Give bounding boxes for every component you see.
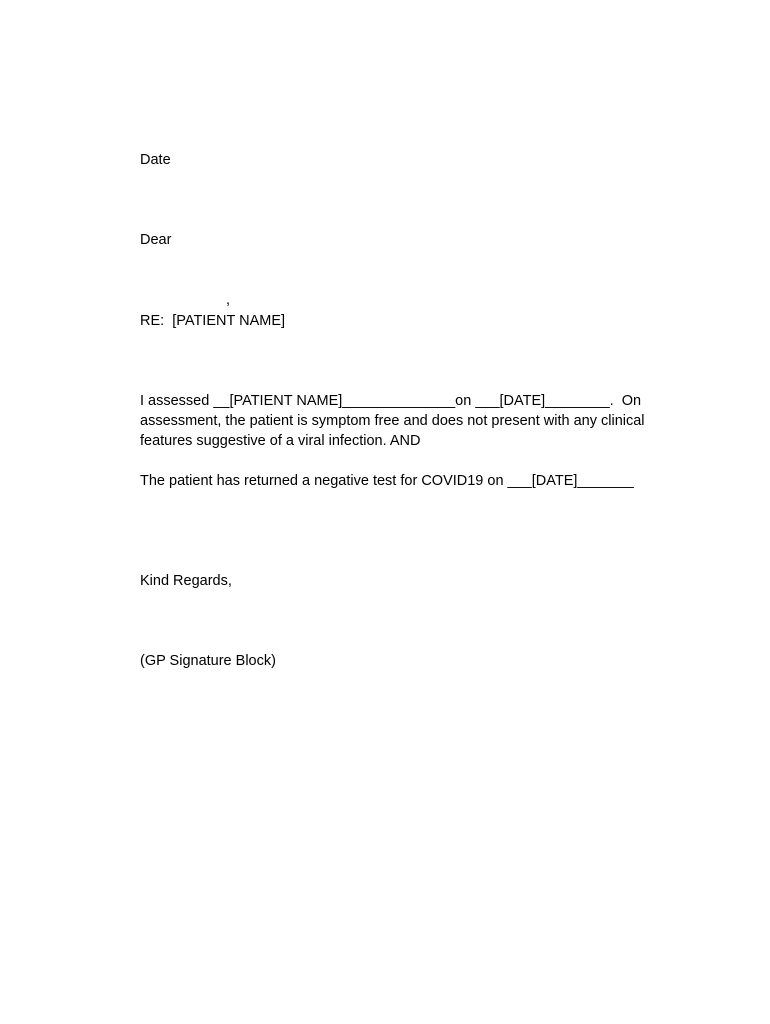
closing: Kind Regards,	[140, 573, 232, 589]
signature-block: (GP Signature Block)	[140, 653, 276, 669]
re-line: RE: [PATIENT NAME]	[140, 313, 286, 329]
date-label: Date	[140, 152, 171, 168]
test-result-line: The patient has returned a negative test for COVID19 on ___[DATE]_______	[140, 473, 634, 489]
salutation-comma: ,	[226, 292, 231, 308]
assessment-line-2: assessment, the patient is symptom free and does not present with any clinical	[140, 413, 645, 429]
salutation: Dear	[140, 232, 172, 248]
assessment-paragraph	[140, 391, 680, 451]
assessment-line-3: features suggestive of a viral infection. AND	[140, 433, 421, 449]
assessment-line-1: I assessed __[PATIENT NAME]______________on ___[DATE]________. On	[140, 393, 642, 409]
